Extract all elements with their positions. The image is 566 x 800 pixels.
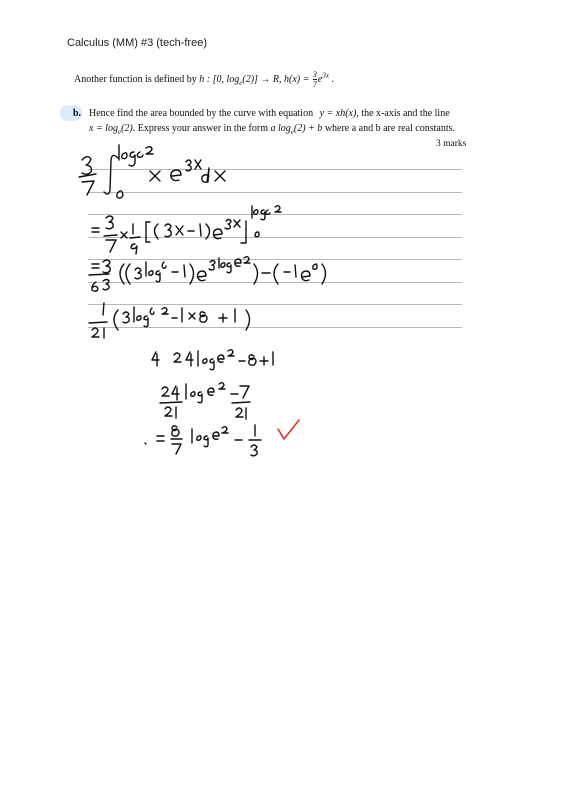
checkmark-icon [278,420,299,439]
handwriting-line-fraction [160,383,250,419]
handwriting-line-antiderivative [92,206,281,254]
marks-label: 3 marks [436,139,467,149]
handwriting-line-substitution [89,257,326,292]
h-rule-fraction: $\frac{3}{7}$ [312,70,317,89]
handwriting-line-simplify [89,303,250,338]
intro-text: Another function is defined by [74,73,197,85]
h-domain: h : [0, $\log_e(2)] \to R$, [199,73,282,87]
page-header: Calculus (MM) #3 (tech-free) [67,37,207,49]
question-line-2: $x = \log_e(2)$. Express your answer in the form a $\log_e(2) + b$ where a and b are real constants. [89,123,456,136]
handwriting-line-integral [79,145,225,198]
function-definition: Another function is defined by h : [0, $\log_e(2)] \to R$, h(x) = $\frac{3}{7}$ $e^{3x}$ . [74,70,334,89]
handwriting-line-final-answer [145,425,261,456]
h-rule: h(x) = $\frac{3}{7}$ $e^{3x}$ [284,70,329,89]
question-label: b. [73,108,82,119]
handwriting-line-expand [152,350,273,370]
question-line-1: Hence find the area bounded by the curve with equation y = xh(x), the x-axis and the line [89,108,450,119]
